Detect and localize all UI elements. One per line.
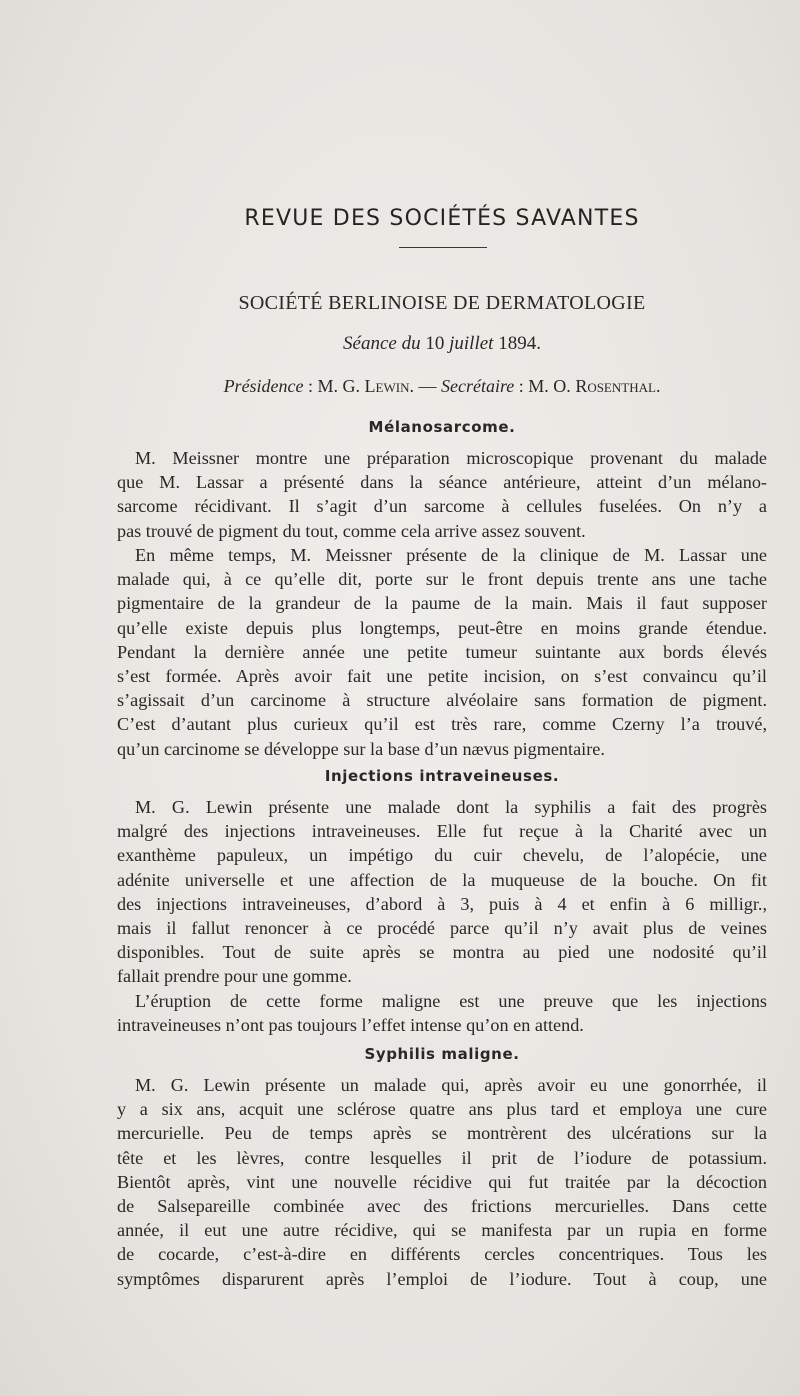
section-heading: Injections intraveineuses. (324, 767, 560, 785)
secretaire-label: Secrétaire (440, 376, 515, 396)
text-line: que M. Lassar a présenté dans la séance antérieure, atteint d’un mélano- (117, 472, 767, 493)
secretaire-name: Rosenthal (575, 376, 656, 396)
text-line: qu’elle existe depuis plus longtemps, peut-être en moins grande étendue. (117, 617, 767, 638)
text-line: malade qui, à ce qu’elle dit, porte sur le front depuis trente ans une tache (117, 569, 767, 590)
seance-day: 10 (425, 333, 445, 354)
text-line: année, il eut une autre récidive, qui se manifesta par un rupia en forme (117, 1220, 767, 1241)
seance-year: 1894. (498, 333, 541, 354)
text-line: pigmentaire de la grandeur de la paume de la main. Mais il faut supposer (117, 593, 767, 614)
text-line: mercurielle. Peu de temps après se montrèrent des ulcérations sur la (117, 1123, 767, 1144)
text-line: Pendant la dernière année une petite tumeur suintante aux bords élevés (117, 641, 767, 662)
text-line: pas trouvé de pigment du tout, comme cela arrive assez souvent. (117, 520, 586, 541)
text-line: de Salsepareille combinée avec des frictions mercurielles. Dans cette (117, 1195, 767, 1216)
text-line: qu’un carcinome se développe sur la base d’un nævus pigmentaire. (117, 738, 605, 759)
text-line: M. G. Lewin présente un malade qui, après avoir eu une gonorrhée, il (135, 1075, 767, 1095)
text-line: M. Meissner montre une préparation microscopique provenant du malade (135, 448, 767, 468)
presidence-label: Présidence (223, 376, 304, 396)
text-line: des injections intraveineuses, d’abord à 3, puis à 4 et enfin à 6 milligr., (117, 893, 767, 914)
text-line: L’éruption de cette forme maligne est une preuve que les injections (135, 991, 767, 1011)
presidence-name-pre: : M. G. (308, 376, 361, 396)
paragraph (117, 543, 767, 761)
seance-du: du (401, 333, 421, 354)
text-line: malgré des injections intraveineuses. Elle fut reçue à la Charité avec un (117, 821, 767, 842)
text-line: En même temps, M. Meissner présente de la clinique de M. Lassar une (135, 545, 767, 565)
text-line: sarcome récidivant. Il s’agit d’un sarcome à cellules fuselées. On n’y a (117, 496, 767, 517)
section-heading: Mélanosarcome. (368, 418, 516, 436)
paragraph (117, 446, 767, 543)
text-line: s’agissait d’un carcinome à structure alvéolaire sans formation de pigment. (117, 690, 767, 711)
text-line: C’est d’autant plus curieux qu’il est très rare, comme Czerny l’a trouvé, (117, 714, 767, 735)
session-date (117, 333, 767, 355)
text-line: tête et les lèvres, contre lesquelles il prit de l’iodure de potassium. (117, 1147, 767, 1168)
section-heading: Syphilis maligne. (364, 1045, 520, 1063)
text-line: mais il fallut renoncer à ce procédé parce qu’il n’y avait plus de veines (117, 917, 767, 938)
text-line: M. G. Lewin présente une malade dont la syphilis a fait des progrès (135, 797, 767, 817)
society-title: SOCIÉTÉ BERLINOISE DE DERMATOLOGIE (238, 292, 646, 314)
text-line: Bientôt après, vint une nouvelle récidive qui fut traitée par la décoction (117, 1171, 767, 1192)
text-line: symptômes disparurent après l’emploi de l’iodure. Tout à coup, une (117, 1268, 767, 1289)
text-line: intraveineuses n’ont pas toujours l’effet intense qu’on en attend. (117, 1015, 584, 1036)
text-line: s’est formée. Après avoir fait une petite incision, on s’est convaincu qu’il (117, 665, 767, 686)
secretaire-name-pre: : M. O. (518, 376, 571, 396)
journal-section-title: REVUE DES SOCIÉTÉS SAVANTES (244, 206, 640, 231)
presidence-dash: . — (409, 376, 437, 396)
text-line: exanthème papuleux, un impétigo du cuir chevelu, de l’alopécie, une (117, 845, 767, 866)
presidence-name: Lewin (364, 376, 410, 396)
paragraph (117, 795, 767, 989)
text-line: y a six ans, acquit une sclérose quatre ans plus tard et employa une cure (117, 1099, 767, 1120)
text-line: fallait prendre pour une gomme. (117, 966, 352, 987)
secretaire-end: . (655, 376, 661, 396)
title-divider (399, 247, 487, 248)
presidency-line (117, 376, 767, 397)
paragraph (117, 1073, 767, 1291)
text-line: adénite universelle et une affection de la muqueuse de la bouche. On fit (117, 869, 767, 890)
paragraph (117, 989, 767, 1037)
text-line: disponibles. Tout de suite après se montra au pied une nodosité qu’il (117, 942, 767, 963)
seance-word: Séance (343, 333, 397, 354)
text-line: de cocarde, c’est-à-dire en différents cercles concentriques. Tous les (117, 1244, 767, 1265)
seance-month: juillet (449, 333, 494, 354)
